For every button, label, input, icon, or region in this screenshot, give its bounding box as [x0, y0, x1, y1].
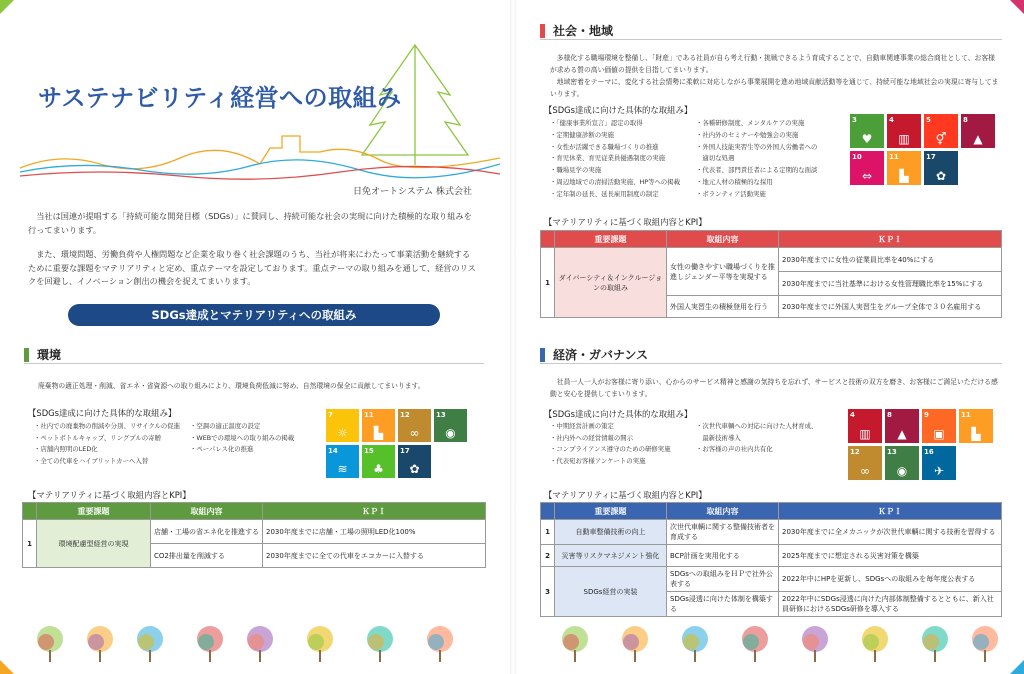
environment-sdg-icons — [326, 409, 467, 478]
col-kpi: ＫＰＩ — [263, 503, 486, 520]
col-kpi: ＫＰＩ — [779, 231, 1002, 248]
list-item: ・WEBでの環境への取り組みの掲載 — [190, 433, 295, 442]
sdg-goal-number: 13 — [436, 411, 446, 419]
issue-cell: 災害等リスクマネジメント強化 — [555, 545, 667, 567]
watercolor-tree-icon — [245, 624, 275, 664]
sdg-goal-tile — [922, 409, 956, 443]
sdg-goal-tile — [848, 409, 882, 443]
list-item: ・各種研修制度、メンタルケアの実施 — [696, 119, 805, 127]
watercolor-tree-icon — [860, 624, 890, 664]
sdg-goal-number: 12 — [400, 411, 410, 419]
row-number: 3 — [541, 567, 555, 617]
society-kpi-table — [540, 230, 1002, 318]
watercolor-tree-icon — [365, 624, 395, 664]
watercolor-tree-icon — [740, 624, 770, 664]
society-kpi-caption: 【マテリアリティに基づく取組内容とKPI】 — [544, 217, 707, 227]
sdg-goal-tile — [362, 445, 395, 478]
table-row — [541, 248, 1002, 272]
heartbeat-icon: ♥ — [861, 132, 873, 146]
kpi-cell: 2030年度までに全メカニックが次世代車輌に関する技術を習得する — [779, 520, 1002, 545]
city-icon: ▙ — [899, 169, 909, 183]
economy-description: 社員一人一人がお客様に寄り添い、心からのサービス精神と感謝の気持ちを忘れず、サービスと技術の双方を磨き、お客様にご満足いただける感動と安心を提供してまいります。 — [550, 378, 998, 398]
list-item: 適切な処遇 — [696, 154, 735, 163]
issue-cell: 環境配慮型経営の実現 — [37, 520, 151, 568]
sdg-goal-tile — [887, 151, 921, 185]
tree-icon: ♣ — [373, 462, 384, 476]
sun-icon: ☼ — [337, 426, 348, 440]
list-item: ・次世代車輌への対応に向けた人材育成、 — [696, 422, 818, 430]
cubes-icon: ▣ — [933, 427, 945, 441]
growth-icon: ▲ — [897, 427, 907, 441]
kpi-cell: 2022年中にSDGs浸透に向けた内部体制整備するとともに、新入社員研修におけるSDGs研修を導入する — [779, 592, 1002, 617]
section-title: 経済・ガバナンス — [553, 348, 649, 362]
col-content: 取組内容 — [667, 503, 779, 520]
col-no — [541, 231, 555, 248]
list-item: ・代表宛お客様アンケートの実施 — [550, 456, 646, 465]
row-number: 1 — [541, 520, 555, 545]
city-icon: ▙ — [373, 426, 384, 440]
sdg-goal-tile — [924, 114, 958, 148]
watercolor-tree-icon — [85, 624, 115, 664]
issue-cell: 自動車整備技術の向上 — [555, 520, 667, 545]
environment-actions-title: 【SDGs達成に向けた具体的な取組み】 — [28, 408, 177, 418]
section-heading-society — [540, 22, 1002, 40]
list-item: ・全ての代車をハイブリットカーへ入替 — [34, 456, 149, 465]
eye-globe-icon: ◉ — [445, 426, 456, 440]
watercolor-tree-icon — [970, 624, 1000, 664]
society-actions-col1 — [550, 118, 700, 201]
list-item: ・定期健康診断の実施 — [550, 130, 614, 139]
sdg-goal-number: 12 — [850, 448, 860, 456]
page-title: サステナビリティ経営への取組み — [38, 84, 402, 112]
society-actions-title: 【SDGs達成に向けた具体的な取組み】 — [544, 105, 693, 115]
left-page — [0, 0, 510, 674]
kpi-cell: 2025年度までに想定される災害対策を構築 — [779, 545, 1002, 567]
society-actions-col2 — [696, 118, 846, 201]
sdg-goal-tile — [848, 446, 882, 480]
list-item: ・コンプライアンス遵守のための研修実施 — [550, 445, 671, 453]
sdg-goal-number: 11 — [364, 411, 374, 419]
economy-sdg-icons — [848, 409, 993, 480]
list-item: ・外国人技能実習生等の外国人労働者への — [696, 142, 818, 151]
city-icon: ▙ — [971, 427, 981, 441]
right-page — [516, 0, 1024, 674]
intro-paragraph-2: また、環境問題、労働負荷や人権問題など企業を取り巻く社会課題のうち、当社が将来にわたって事業活動を継続するために重要な課題をマテリアリティと定め、重点テーマを設定しております。重点テーマの取り組みを通して、経営のリスクを回避し、イノベーション創出の機会を捉えてまいります。 — [28, 249, 476, 286]
content-cell: 次世代車輌に関する整備技術者を育成する — [667, 520, 779, 545]
list-item: ・周辺地域での清掃活動実施、HP等への掲載 — [550, 177, 681, 186]
kpi-cell: 2030年度までに女性の従業員比率を40%にする — [779, 248, 1002, 272]
sdg-goal-number: 15 — [364, 447, 374, 455]
sdg-goal-tile — [924, 151, 958, 185]
sdg-goal-tile — [959, 409, 993, 443]
environment-kpi-table — [22, 502, 486, 568]
infinity-icon: ∞ — [860, 464, 870, 478]
list-item: ・社内での廃棄物の削減や分別、リサイクルの促進 — [34, 422, 181, 430]
economy-kpi-caption: 【マテリアリティに基づく取組内容とKPI】 — [544, 490, 707, 500]
environment-actions-col1 — [34, 421, 194, 467]
table-row — [541, 545, 1002, 567]
company-name: 日免オートシステム 株式会社 — [353, 187, 472, 197]
col-no — [541, 503, 555, 520]
watercolor-tree-icon — [195, 624, 225, 664]
sdg-goal-number: 8 — [887, 411, 892, 419]
sdg-goal-number: 11 — [961, 411, 971, 419]
watercolor-tree-icon — [135, 624, 165, 664]
list-item: ・お客様の声の社内共有化 — [696, 445, 773, 453]
row-number: 1 — [541, 248, 555, 318]
list-item: ・女性が活躍できる職場づくりの推進 — [550, 142, 659, 151]
list-item: ・ペットボトルキャップ、リングプルの寄贈 — [34, 433, 161, 442]
sdg-goal-tile — [961, 114, 995, 148]
content-cell: 外国人実習生の積極登用を行う — [667, 296, 779, 318]
sdg-goal-number: 17 — [400, 447, 410, 455]
sdg-goal-number: 4 — [850, 411, 855, 419]
sdg-goal-tile — [885, 409, 919, 443]
issue-cell: SDGs経営の実装 — [555, 567, 667, 617]
list-item: ・職場見学の実施 — [550, 166, 602, 175]
table-row — [23, 520, 486, 544]
table-row — [541, 567, 1002, 592]
section-bar — [540, 24, 545, 38]
watercolor-tree-icon — [305, 624, 335, 664]
col-issue: 重要課題 — [37, 503, 151, 520]
rings-icon: ✿ — [409, 462, 420, 476]
col-no — [23, 503, 37, 520]
sdg-goal-tile — [850, 151, 884, 185]
section-heading-environment — [24, 346, 484, 364]
economy-actions-col2 — [696, 421, 846, 456]
eye-globe-icon: ◉ — [896, 464, 908, 478]
content-cell: SDGsへの取組みをＨＰで社外公表する — [667, 567, 779, 592]
sdg-goal-number: 16 — [924, 448, 934, 456]
sdg-goal-number: 10 — [852, 153, 862, 161]
sdg-goal-number: 5 — [926, 116, 931, 124]
list-item: ・ボランティア活動実施 — [696, 189, 766, 198]
economy-actions-col1 — [550, 421, 700, 467]
growth-icon: ▲ — [973, 132, 983, 146]
list-item: ・ペーパレス化の推進 — [190, 445, 254, 453]
infinity-icon: ∞ — [409, 426, 420, 440]
society-description-2: 地域密着をテーマに、変化する社会情勢に柔軟に対応しながら事業展開を進め地域貢献活動等を通じて、持続可能な地域社会の実現に寄与してまいります。 — [550, 78, 999, 98]
col-issue: 重要課題 — [555, 231, 667, 248]
list-item: ・代表者、部門責任者による定期的な面談 — [696, 166, 818, 175]
dove-icon: ✈ — [933, 464, 945, 478]
watercolor-tree-icon — [620, 624, 650, 664]
sdg-goal-tile — [850, 114, 884, 148]
row-number: 1 — [23, 520, 37, 568]
sdg-goal-number: 13 — [887, 448, 897, 456]
section-bar — [24, 348, 29, 362]
sdg-goal-number: 7 — [328, 411, 333, 419]
sdg-goal-number: 3 — [852, 116, 857, 124]
col-kpi: ＫＰＩ — [779, 503, 1002, 520]
list-item: ・社内外への経営情報の開示 — [550, 433, 634, 442]
watercolor-tree-icon — [425, 624, 455, 664]
content-cell: BCP計画を実用化する — [667, 545, 779, 567]
rings-icon: ✿ — [935, 169, 947, 183]
list-item: ・「健康事業所宣言」認定の取得 — [550, 119, 643, 127]
sdg-goal-number: 8 — [963, 116, 968, 124]
society-description-1: 多様化する職場環境を整備し、「財産」である社員が自ら考え行動・挑戦できるよう育成することで、自動車関連事業の総合商社として、お客様が求める質の高い価値の提供を目指してまいります。 — [550, 54, 995, 74]
section-title: 社会・地域 — [553, 24, 614, 38]
book-icon: ▥ — [859, 427, 871, 441]
content-cell: 女性の働きやすい職場づくりを推進しジェンダー平等を実現する — [667, 248, 779, 296]
list-item: ・店舗内照明のLED化 — [34, 445, 98, 453]
watercolor-tree-icon — [560, 624, 590, 664]
kpi-cell: 2030年度までに当社基準における女性管理職比率を15%にする — [779, 272, 1002, 296]
sdg-goal-number: 14 — [328, 447, 338, 455]
kpi-cell: 2030年度までに店舗・工場の照明LED化100% — [263, 520, 486, 544]
intro-paragraph-1: 当社は国連が提唱する「持続可能な開発目標（SDGs）」に賛同し、持続可能な社会の実現に向けた積極的な取り組みを行ってまいります。 — [28, 211, 472, 235]
content-cell: SDGs浸透に向けた体制を構築する — [667, 592, 779, 617]
list-item: 最新技術導入 — [696, 433, 741, 442]
economy-kpi-table — [540, 502, 1002, 617]
list-item: ・空調の適正温度の設定 — [190, 422, 261, 430]
watercolor-tree-icon — [800, 624, 830, 664]
fish-icon: ≋ — [337, 462, 348, 476]
gender-icon: ⚥ — [935, 132, 947, 146]
sdg-goal-tile — [398, 445, 431, 478]
section-title: 環境 — [37, 348, 62, 362]
list-item: ・中期経営計画の策定 — [550, 422, 614, 430]
materiality-banner: SDGs達成とマテリアリティへの取組み — [68, 304, 440, 326]
environment-description: 廃棄物の適正処理・削減、省エネ・省資源への取り組みにより、環境負荷低減に努め、自然環境の保全に貢献してまいります。 — [38, 382, 425, 390]
watercolor-tree-icon — [35, 624, 65, 664]
section-bar — [540, 348, 545, 362]
content-cell: CO2排出量を削減する — [151, 544, 263, 568]
sdg-goal-tile — [326, 445, 359, 478]
section-heading-economy — [540, 346, 1002, 364]
sdg-goal-tile — [398, 409, 431, 442]
watercolor-tree-icon — [920, 624, 950, 664]
list-item: ・育児休業、育児従業員優遇制度の実施 — [550, 154, 666, 163]
sdg-goal-number: 11 — [889, 153, 899, 161]
kpi-cell: 2022年中にHPを更新し、SDGsへの取組みを毎年度公表する — [779, 567, 1002, 592]
equality-icon: ⇔ — [861, 169, 873, 183]
environment-kpi-caption: 【マテリアリティに基づく取組内容とKPI】 — [28, 490, 191, 500]
sdg-goal-number: 9 — [924, 411, 929, 419]
kpi-cell: 2030年度までに全ての代車をエコカーに入替する — [263, 544, 486, 568]
list-item: ・定年制の延長、延長雇用制度の制定 — [550, 189, 659, 198]
row-number: 2 — [541, 545, 555, 567]
col-content: 取組内容 — [667, 231, 779, 248]
col-content: 取組内容 — [151, 503, 263, 520]
col-issue: 重要課題 — [555, 503, 667, 520]
book-icon: ▥ — [898, 132, 910, 146]
issue-cell: ダイバーシティ＆インクルージョンの取組み — [555, 248, 667, 318]
sdg-goal-tile — [326, 409, 359, 442]
sdg-goal-tile — [885, 446, 919, 480]
table-row — [541, 520, 1002, 545]
kpi-cell: 2030年度までに外国人実習生をグループ全体で３０名雇用する — [779, 296, 1002, 318]
sdg-goal-number: 17 — [926, 153, 936, 161]
list-item: ・地元人材の積極的な採用 — [696, 177, 773, 186]
sdg-goal-number: 4 — [889, 116, 894, 124]
sdg-goal-tile — [362, 409, 395, 442]
list-item: ・社内外のセミナーや勉強会の実施 — [696, 130, 799, 139]
sdg-goal-tile — [922, 446, 956, 480]
sdg-goal-tile — [887, 114, 921, 148]
content-cell: 店舗・工場の省エネ化を推進する — [151, 520, 263, 544]
sdg-goal-tile — [434, 409, 467, 442]
society-sdg-icons — [850, 114, 995, 185]
economy-actions-title: 【SDGs達成に向けた具体的な取組み】 — [544, 409, 693, 419]
watercolor-tree-icon — [680, 624, 710, 664]
environment-actions-col2 — [190, 421, 330, 456]
